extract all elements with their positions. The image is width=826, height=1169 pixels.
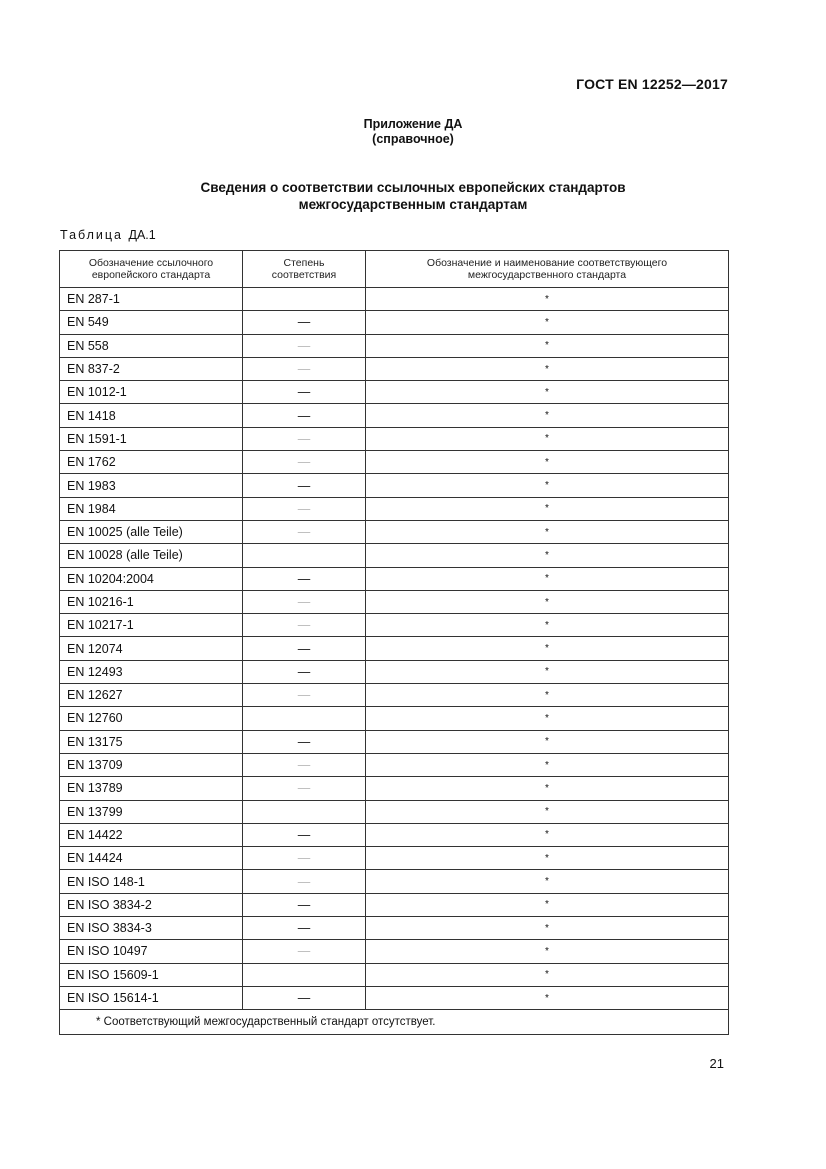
table-row	[60, 963, 729, 986]
degree-cell	[243, 963, 366, 986]
degree-cell: —	[243, 590, 366, 613]
reference-standard-cell: EN 549	[60, 311, 243, 334]
reference-standard-cell: EN 287-1	[60, 288, 243, 311]
degree-cell	[243, 544, 366, 567]
document-code: ГОСТ EN 12252—2017	[576, 76, 728, 92]
degree-cell: —	[243, 567, 366, 590]
national-standard-cell: *	[366, 404, 729, 427]
table-row	[60, 637, 729, 660]
degree-cell: —	[243, 847, 366, 870]
reference-standard-cell: EN 1012-1	[60, 381, 243, 404]
reference-standard-cell: EN 14422	[60, 823, 243, 846]
degree-cell: —	[243, 614, 366, 637]
table-row	[60, 940, 729, 963]
reference-standard-cell: EN 10025 (alle Teile)	[60, 520, 243, 543]
table-row	[60, 381, 729, 404]
national-standard-cell: *	[366, 870, 729, 893]
national-standard-cell: *	[366, 847, 729, 870]
table-row	[60, 404, 729, 427]
degree-cell: —	[243, 404, 366, 427]
header-reference-standard	[60, 251, 243, 288]
table-caption-word: Таблица	[60, 228, 124, 242]
national-standard-cell: *	[366, 288, 729, 311]
reference-standard-cell: EN ISO 3834-2	[60, 893, 243, 916]
degree-cell: —	[243, 520, 366, 543]
table-row	[60, 544, 729, 567]
reference-standard-cell: EN ISO 15609-1	[60, 963, 243, 986]
national-standard-cell: *	[366, 660, 729, 683]
appendix-title: Приложение ДА	[363, 117, 463, 131]
reference-standard-cell: EN 10204:2004	[60, 567, 243, 590]
reference-standard-cell: EN 558	[60, 334, 243, 357]
header-c3-line1: Обозначение и наименование соответствующего	[426, 257, 668, 269]
national-standard-cell: *	[366, 823, 729, 846]
header-c2-line2: соответствия	[271, 269, 337, 281]
degree-cell	[243, 707, 366, 730]
national-standard-cell: *	[366, 590, 729, 613]
table-row	[60, 917, 729, 940]
table-header-row	[60, 251, 729, 288]
table-row	[60, 590, 729, 613]
national-standard-cell: *	[366, 684, 729, 707]
degree-cell: —	[243, 474, 366, 497]
degree-cell: —	[243, 497, 366, 520]
table-row	[60, 567, 729, 590]
degree-cell: —	[243, 311, 366, 334]
table-row	[60, 520, 729, 543]
national-standard-cell: *	[366, 544, 729, 567]
reference-standard-cell: EN 13175	[60, 730, 243, 753]
appendix-type: (справочное)	[372, 132, 454, 146]
table-row	[60, 288, 729, 311]
national-standard-cell: *	[366, 893, 729, 916]
table-row	[60, 334, 729, 357]
national-standard-cell: *	[366, 334, 729, 357]
reference-standard-cell: EN ISO 15614-1	[60, 986, 243, 1009]
degree-cell: —	[243, 730, 366, 753]
reference-standard-cell: EN 14424	[60, 847, 243, 870]
reference-standard-cell: EN 10217-1	[60, 614, 243, 637]
degree-cell: —	[243, 870, 366, 893]
header-c3-line2: межгосударственного стандарта	[467, 269, 627, 281]
national-standard-cell: *	[366, 800, 729, 823]
table-row	[60, 427, 729, 450]
reference-standard-cell: EN ISO 3834-3	[60, 917, 243, 940]
national-standard-cell: *	[366, 311, 729, 334]
table-row	[60, 497, 729, 520]
section-heading	[0, 179, 826, 213]
heading-line-1: Сведения о соответствии ссылочных европейских стандартов	[200, 180, 626, 195]
reference-standard-cell: EN 1984	[60, 497, 243, 520]
table-row	[60, 660, 729, 683]
national-standard-cell: *	[366, 614, 729, 637]
degree-cell: —	[243, 451, 366, 474]
reference-standard-cell: EN ISO 10497	[60, 940, 243, 963]
degree-cell: —	[243, 986, 366, 1009]
degree-cell: —	[243, 357, 366, 380]
degree-cell: —	[243, 823, 366, 846]
table-row	[60, 311, 729, 334]
table-row	[60, 777, 729, 800]
page-number: 21	[709, 1056, 724, 1071]
degree-cell: —	[243, 684, 366, 707]
national-standard-cell: *	[366, 986, 729, 1009]
header-degree	[243, 251, 366, 288]
table-row	[60, 800, 729, 823]
table-row	[60, 474, 729, 497]
degree-cell: —	[243, 893, 366, 916]
national-standard-cell: *	[366, 707, 729, 730]
degree-cell	[243, 800, 366, 823]
table-row	[60, 847, 729, 870]
appendix-title-block	[0, 117, 826, 147]
header-c1-line2: европейского стандарта	[91, 269, 211, 281]
national-standard-cell: *	[366, 940, 729, 963]
reference-standard-cell: EN 12493	[60, 660, 243, 683]
national-standard-cell: *	[366, 381, 729, 404]
table-row	[60, 870, 729, 893]
degree-cell: —	[243, 940, 366, 963]
reference-standard-cell: EN 13789	[60, 777, 243, 800]
degree-cell: —	[243, 917, 366, 940]
national-standard-cell: *	[366, 753, 729, 776]
table-row	[60, 684, 729, 707]
table-row	[60, 451, 729, 474]
national-standard-cell: *	[366, 357, 729, 380]
reference-standard-cell: EN 1591-1	[60, 427, 243, 450]
national-standard-cell: *	[366, 497, 729, 520]
national-standard-cell: *	[366, 917, 729, 940]
table-footnote: * Соответствующий межгосударственный стандарт отсутствует.	[60, 1010, 729, 1035]
national-standard-cell: *	[366, 427, 729, 450]
national-standard-cell: *	[366, 451, 729, 474]
standards-table	[59, 250, 729, 1035]
reference-standard-cell: EN 13799	[60, 800, 243, 823]
table-caption	[60, 228, 156, 242]
table-row	[60, 893, 729, 916]
table-row	[60, 823, 729, 846]
national-standard-cell: *	[366, 520, 729, 543]
table-row	[60, 614, 729, 637]
heading-line-2: межгосударственным стандартам	[298, 197, 528, 212]
reference-standard-cell: EN 1983	[60, 474, 243, 497]
national-standard-cell: *	[366, 963, 729, 986]
table-row	[60, 753, 729, 776]
national-standard-cell: *	[366, 777, 729, 800]
national-standard-cell: *	[366, 474, 729, 497]
reference-standard-cell: EN 12074	[60, 637, 243, 660]
degree-cell: —	[243, 637, 366, 660]
reference-standard-cell: EN 13709	[60, 753, 243, 776]
header-c1-line1: Обозначение ссылочного	[88, 257, 214, 269]
reference-standard-cell: EN 12760	[60, 707, 243, 730]
header-c2-line1: Степень	[283, 257, 325, 269]
table-row	[60, 986, 729, 1009]
reference-standard-cell: EN 1762	[60, 451, 243, 474]
header-national-standard	[366, 251, 729, 288]
national-standard-cell: *	[366, 567, 729, 590]
reference-standard-cell: EN 837-2	[60, 357, 243, 380]
table-row	[60, 707, 729, 730]
degree-cell	[243, 288, 366, 311]
table-caption-number: ДА.1	[128, 228, 156, 242]
degree-cell: —	[243, 777, 366, 800]
national-standard-cell: *	[366, 730, 729, 753]
national-standard-cell: *	[366, 637, 729, 660]
reference-standard-cell: EN 12627	[60, 684, 243, 707]
reference-standard-cell: EN 10216-1	[60, 590, 243, 613]
degree-cell: —	[243, 381, 366, 404]
reference-standard-cell: EN 10028 (alle Teile)	[60, 544, 243, 567]
footnote-row	[60, 1010, 729, 1035]
table-row	[60, 730, 729, 753]
degree-cell: —	[243, 427, 366, 450]
reference-standard-cell: EN 1418	[60, 404, 243, 427]
reference-standard-cell: EN ISO 148-1	[60, 870, 243, 893]
degree-cell: —	[243, 334, 366, 357]
degree-cell: —	[243, 660, 366, 683]
table-row	[60, 357, 729, 380]
degree-cell: —	[243, 753, 366, 776]
